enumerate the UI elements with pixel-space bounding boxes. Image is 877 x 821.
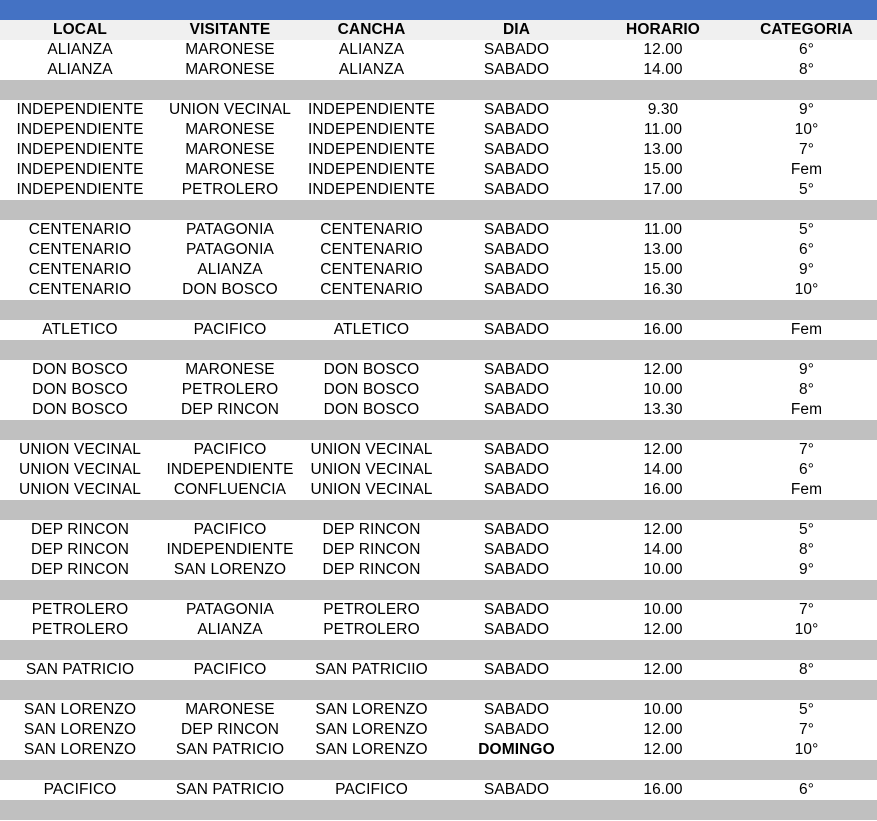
- cell-cancha: UNION VECINAL: [310, 481, 433, 498]
- cell-cancha: PETROLERO: [323, 601, 420, 618]
- cell-local: CENTENARIO: [28, 281, 132, 298]
- cell-cancha: CENTENARIO: [320, 241, 423, 258]
- table-row: [0, 60, 877, 80]
- cell-local: CENTENARIO: [28, 261, 132, 278]
- cell-dia: SABADO: [483, 481, 550, 498]
- cell-categoria: 7°: [798, 721, 815, 738]
- cell-visitante: PATAGONIA: [186, 221, 274, 238]
- table-row: [0, 720, 877, 740]
- cell-local: SAN LORENZO: [23, 701, 137, 718]
- cell-local: SAN LORENZO: [23, 721, 137, 738]
- cell-cancha: DON BOSCO: [323, 401, 420, 418]
- cell-cancha: DON BOSCO: [323, 361, 420, 378]
- cell-local: DON BOSCO: [32, 381, 128, 398]
- table-row: [0, 100, 877, 120]
- cell-categoria: 5°: [798, 521, 815, 538]
- cell-cancha: PACIFICO: [335, 781, 408, 798]
- cell-horario: 16.00: [643, 481, 683, 498]
- cell-horario: 14.00: [643, 541, 683, 558]
- cell-dia: SABADO: [483, 281, 550, 298]
- cell-dia: SABADO: [483, 721, 550, 738]
- cell-horario: 10.00: [643, 381, 683, 398]
- cell-horario: 16.00: [643, 321, 683, 338]
- cell-cancha: DEP RINCON: [322, 541, 421, 558]
- group-separator: [0, 760, 877, 780]
- cell-visitante: PACIFICO: [193, 661, 267, 678]
- cell-dia: SABADO: [483, 701, 550, 718]
- cell-horario: 10.00: [643, 601, 683, 618]
- cell-dia: SABADO: [483, 541, 550, 558]
- group-separator: [0, 340, 877, 360]
- cell-visitante: UNION VECINAL: [169, 101, 291, 118]
- cell-visitante: INDEPENDIENTE: [166, 461, 294, 478]
- cell-cancha: PETROLERO: [323, 621, 420, 638]
- cell-horario: 12.00: [643, 741, 683, 758]
- cell-dia: SABADO: [483, 441, 550, 458]
- cell-dia: SABADO: [483, 461, 550, 478]
- cell-dia: SABADO: [483, 621, 550, 638]
- top-color-bar: [0, 0, 877, 20]
- cell-local: ALIANZA: [47, 41, 113, 58]
- cell-categoria: 10°: [794, 281, 819, 298]
- cell-local: PACIFICO: [43, 781, 117, 798]
- cell-cancha: CENTENARIO: [320, 261, 423, 278]
- table-row: [0, 400, 877, 420]
- cell-dia: SABADO: [483, 121, 550, 138]
- cell-visitante: MARONESE: [185, 41, 275, 58]
- cell-categoria: 5°: [798, 701, 815, 718]
- cell-cancha: UNION VECINAL: [310, 441, 433, 458]
- cell-local: DEP RINCON: [30, 561, 130, 578]
- cell-visitante: PACIFICO: [193, 521, 267, 538]
- cell-cancha: SAN LORENZO: [315, 741, 428, 758]
- cell-dia: SABADO: [483, 781, 550, 798]
- cell-local: PETROLERO: [31, 621, 129, 638]
- cell-dia: SABADO: [483, 521, 550, 538]
- cell-categoria: 9°: [798, 361, 815, 378]
- header-dia: DIA: [503, 21, 530, 38]
- cell-categoria: Fem: [790, 321, 823, 338]
- cell-local: UNION VECINAL: [19, 441, 141, 458]
- cell-categoria: 8°: [798, 541, 815, 558]
- table-row: [0, 700, 877, 720]
- table-row: [0, 220, 877, 240]
- group-separator: [0, 80, 877, 100]
- cell-cancha: SAN LORENZO: [315, 721, 428, 738]
- cell-cancha: CENTENARIO: [320, 281, 423, 298]
- cell-local: ATLETICO: [42, 321, 118, 338]
- cell-cancha: DON BOSCO: [323, 381, 420, 398]
- cell-visitante: MARONESE: [185, 161, 275, 178]
- cell-cancha: DEP RINCON: [322, 521, 421, 538]
- cell-categoria: 8°: [798, 381, 815, 398]
- header-row: [0, 20, 877, 40]
- cell-visitante: CONFLUENCIA: [173, 481, 287, 498]
- cell-visitante: MARONESE: [185, 121, 275, 138]
- cell-local: SAN LORENZO: [23, 741, 137, 758]
- cell-categoria: Fem: [790, 161, 823, 178]
- cell-categoria: 9°: [798, 101, 815, 118]
- cell-local: CENTENARIO: [28, 241, 132, 258]
- cell-dia: SABADO: [483, 401, 550, 418]
- table-row: [0, 460, 877, 480]
- header-cancha: CANCHA: [337, 21, 406, 38]
- group-separator: [0, 800, 877, 820]
- table-row: [0, 260, 877, 280]
- cell-categoria: 7°: [798, 441, 815, 458]
- cell-local: DEP RINCON: [30, 521, 130, 538]
- cell-categoria: 8°: [798, 661, 815, 678]
- table-row: [0, 280, 877, 300]
- cell-categoria: 10°: [794, 741, 819, 758]
- cell-visitante: DEP RINCON: [180, 721, 280, 738]
- cell-dia: DOMINGO: [478, 741, 555, 758]
- cell-horario: 13.00: [643, 141, 683, 158]
- cell-horario: 10.00: [643, 561, 683, 578]
- table-row: [0, 240, 877, 260]
- cell-visitante: INDEPENDIENTE: [166, 541, 294, 558]
- table-row: [0, 780, 877, 800]
- cell-dia: SABADO: [483, 561, 550, 578]
- group-separator: [0, 580, 877, 600]
- cell-dia: SABADO: [483, 381, 550, 398]
- table-row: [0, 480, 877, 500]
- cell-categoria: 6°: [798, 781, 815, 798]
- group-separator: [0, 300, 877, 320]
- cell-visitante: PETROLERO: [181, 381, 279, 398]
- cell-horario: 12.00: [643, 441, 683, 458]
- cell-visitante: DON BOSCO: [182, 281, 278, 298]
- table-row: [0, 140, 877, 160]
- cell-categoria: 7°: [798, 141, 815, 158]
- cell-visitante: SAN PATRICIO: [175, 741, 285, 758]
- cell-visitante: PETROLERO: [181, 181, 279, 198]
- cell-cancha: DEP RINCON: [322, 561, 421, 578]
- cell-dia: SABADO: [483, 101, 550, 118]
- cell-visitante: PACIFICO: [193, 321, 267, 338]
- cell-horario: 11.00: [643, 221, 683, 238]
- table-row: [0, 600, 877, 620]
- cell-visitante: SAN LORENZO: [173, 561, 287, 578]
- cell-categoria: 10°: [794, 621, 819, 638]
- cell-categoria: 7°: [798, 601, 815, 618]
- cell-visitante: PACIFICO: [193, 441, 267, 458]
- cell-local: PETROLERO: [31, 601, 129, 618]
- cell-local: UNION VECINAL: [19, 461, 141, 478]
- table-row: [0, 40, 877, 60]
- group-separator: [0, 680, 877, 700]
- cell-visitante: PATAGONIA: [186, 601, 274, 618]
- header-horario: HORARIO: [626, 21, 700, 38]
- cell-visitante: MARONESE: [185, 701, 275, 718]
- cell-visitante: PATAGONIA: [186, 241, 274, 258]
- cell-horario: 15.00: [643, 261, 683, 278]
- table-row: [0, 540, 877, 560]
- cell-dia: SABADO: [483, 61, 550, 78]
- cell-cancha: INDEPENDIENTE: [307, 181, 436, 198]
- cell-local: INDEPENDIENTE: [16, 141, 144, 158]
- cell-categoria: 9°: [798, 261, 815, 278]
- table-row: [0, 360, 877, 380]
- header-categoria: CATEGORIA: [760, 21, 853, 38]
- table-row: [0, 380, 877, 400]
- cell-horario: 12.00: [643, 361, 683, 378]
- cell-categoria: 6°: [798, 461, 815, 478]
- cell-horario: 17.00: [643, 181, 683, 198]
- cell-local: ALIANZA: [47, 61, 113, 78]
- cell-dia: SABADO: [483, 261, 550, 278]
- cell-dia: SABADO: [483, 181, 550, 198]
- cell-horario: 15.00: [643, 161, 683, 178]
- cell-local: CENTENARIO: [28, 221, 132, 238]
- group-separator: [0, 200, 877, 220]
- table-row: [0, 560, 877, 580]
- cell-horario: 12.00: [643, 661, 683, 678]
- cell-horario: 12.00: [643, 621, 683, 638]
- cell-categoria: 9°: [798, 561, 815, 578]
- cell-horario: 12.00: [643, 721, 683, 738]
- cell-horario: 14.00: [643, 461, 683, 478]
- cell-visitante: MARONESE: [185, 361, 275, 378]
- cell-cancha: UNION VECINAL: [310, 461, 433, 478]
- cell-local: DON BOSCO: [32, 401, 128, 418]
- cell-categoria: 8°: [798, 61, 815, 78]
- cell-categoria: 5°: [798, 181, 815, 198]
- cell-local: INDEPENDIENTE: [16, 181, 144, 198]
- table-row: [0, 320, 877, 340]
- fixture-table: [0, 20, 877, 820]
- cell-categoria: Fem: [790, 401, 823, 418]
- cell-categoria: 5°: [798, 221, 815, 238]
- cell-horario: 11.00: [643, 121, 683, 138]
- header-local: LOCAL: [53, 21, 107, 38]
- cell-dia: SABADO: [483, 161, 550, 178]
- cell-local: INDEPENDIENTE: [16, 121, 144, 138]
- table-row: [0, 160, 877, 180]
- cell-dia: SABADO: [483, 661, 550, 678]
- cell-dia: SABADO: [483, 221, 550, 238]
- cell-categoria: 6°: [798, 41, 815, 58]
- cell-horario: 12.00: [643, 41, 683, 58]
- cell-local: UNION VECINAL: [19, 481, 141, 498]
- cell-categoria: Fem: [790, 481, 823, 498]
- cell-local: INDEPENDIENTE: [16, 101, 144, 118]
- cell-horario: 9.30: [647, 101, 679, 118]
- cell-horario: 16.00: [643, 781, 683, 798]
- cell-cancha: INDEPENDIENTE: [307, 161, 436, 178]
- cell-local: DEP RINCON: [30, 541, 130, 558]
- cell-cancha: SAN LORENZO: [315, 701, 428, 718]
- cell-cancha: ATLETICO: [333, 321, 410, 338]
- table-row: [0, 440, 877, 460]
- cell-horario: 13.30: [643, 401, 683, 418]
- table-row: [0, 180, 877, 200]
- group-separator: [0, 500, 877, 520]
- cell-categoria: 6°: [798, 241, 815, 258]
- cell-cancha: ALIANZA: [338, 61, 405, 78]
- cell-visitante: ALIANZA: [197, 261, 263, 278]
- cell-dia: SABADO: [483, 601, 550, 618]
- table-row: [0, 520, 877, 540]
- cell-cancha: INDEPENDIENTE: [307, 141, 436, 158]
- cell-dia: SABADO: [483, 41, 550, 58]
- cell-cancha: SAN PATRICIIO: [315, 661, 428, 678]
- cell-visitante: ALIANZA: [197, 621, 263, 638]
- cell-horario: 14.00: [643, 61, 683, 78]
- cell-cancha: INDEPENDIENTE: [307, 121, 436, 138]
- table-row: [0, 620, 877, 640]
- table-row: [0, 120, 877, 140]
- table-row: [0, 660, 877, 680]
- cell-horario: 12.00: [643, 521, 683, 538]
- cell-local: DON BOSCO: [32, 361, 128, 378]
- cell-dia: SABADO: [483, 361, 550, 378]
- cell-cancha: INDEPENDIENTE: [307, 101, 436, 118]
- cell-cancha: CENTENARIO: [320, 221, 423, 238]
- cell-dia: SABADO: [483, 141, 550, 158]
- cell-dia: SABADO: [483, 321, 550, 338]
- cell-visitante: MARONESE: [185, 141, 275, 158]
- cell-visitante: MARONESE: [185, 61, 275, 78]
- cell-cancha: ALIANZA: [338, 41, 405, 58]
- cell-local: SAN PATRICIO: [25, 661, 135, 678]
- table-row: [0, 740, 877, 760]
- cell-horario: 10.00: [643, 701, 683, 718]
- cell-visitante: DEP RINCON: [180, 401, 280, 418]
- cell-horario: 13.00: [643, 241, 683, 258]
- header-visitante: VISITANTE: [189, 21, 271, 38]
- cell-horario: 16.30: [643, 281, 683, 298]
- cell-dia: SABADO: [483, 241, 550, 258]
- cell-visitante: SAN PATRICIO: [175, 781, 285, 798]
- cell-categoria: 10°: [794, 121, 819, 138]
- group-separator: [0, 420, 877, 440]
- group-separator: [0, 640, 877, 660]
- cell-local: INDEPENDIENTE: [16, 161, 144, 178]
